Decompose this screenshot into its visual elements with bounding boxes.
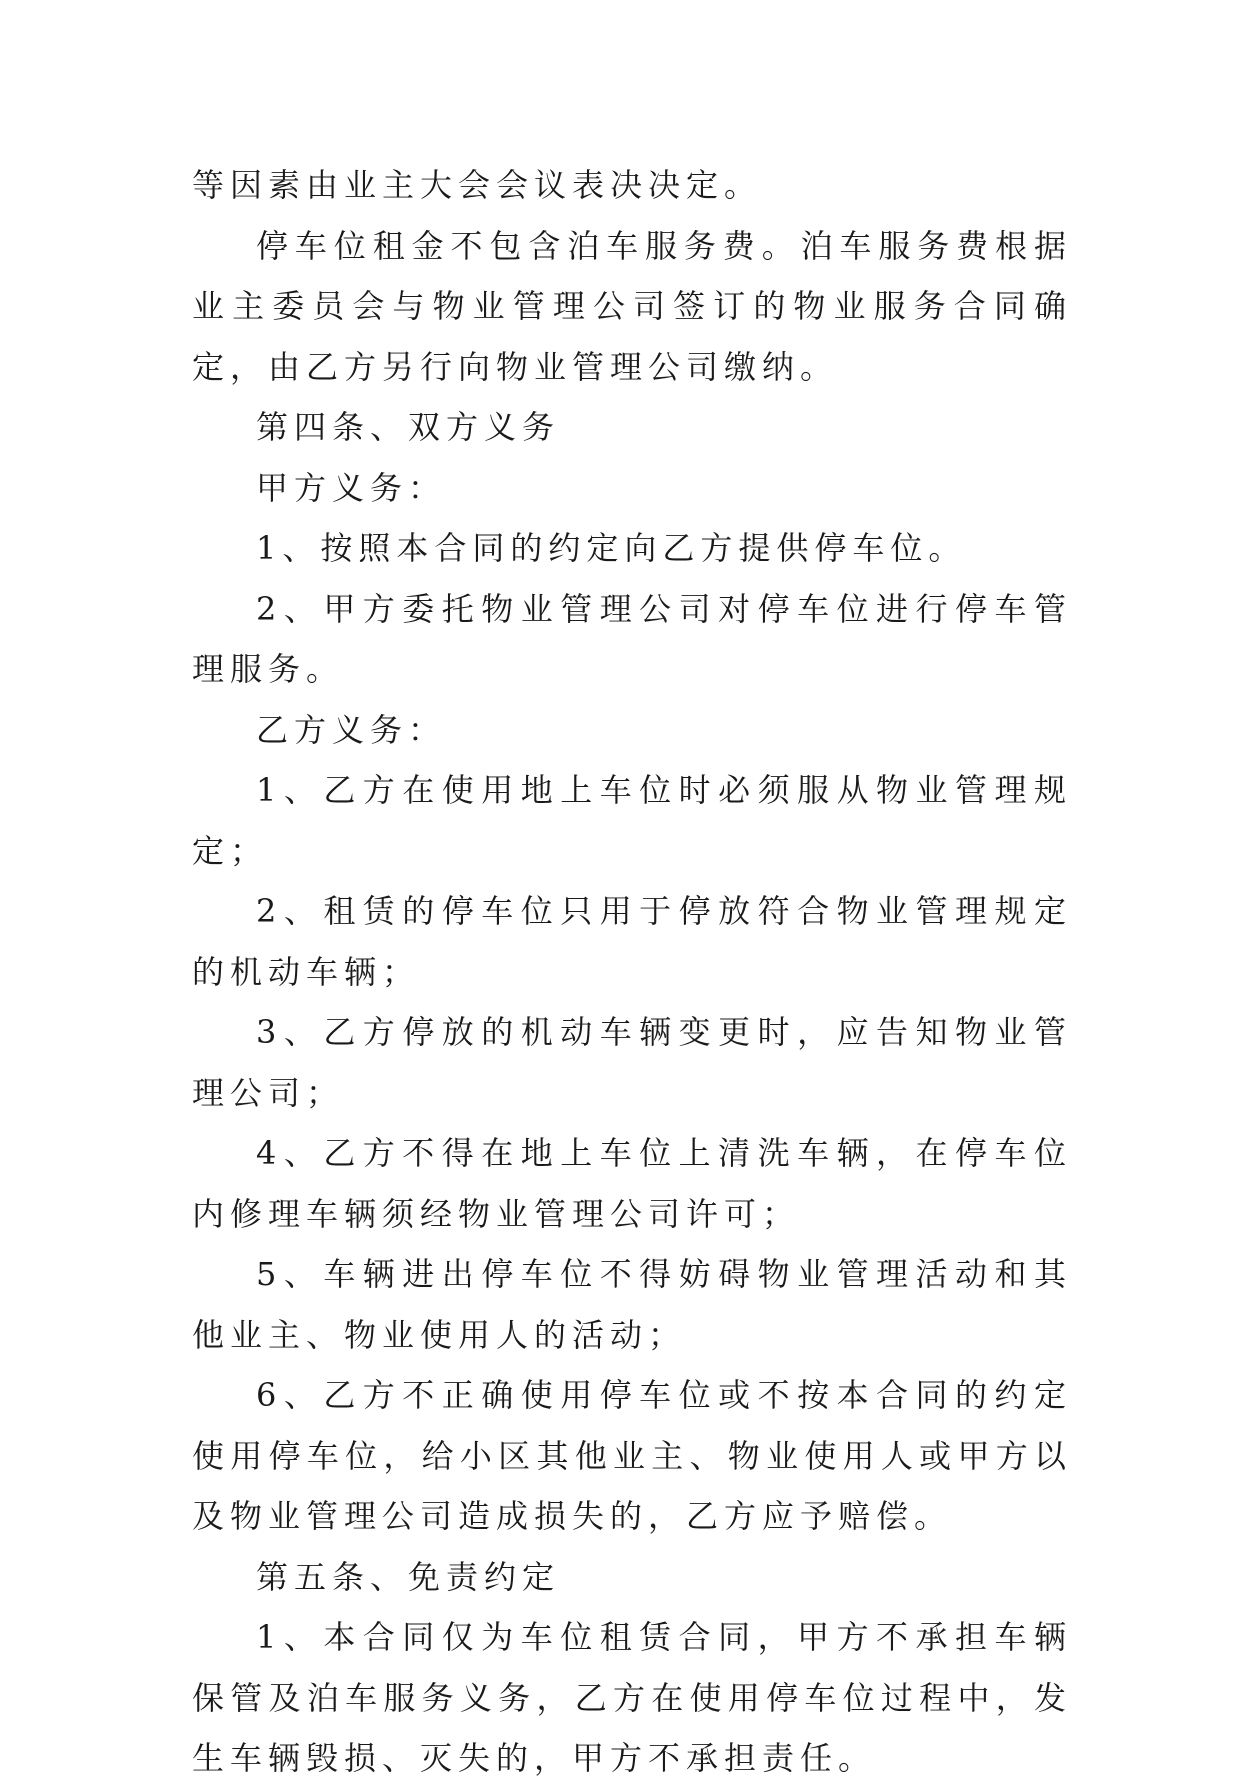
paragraph-continuation: 等因素由业主大会会议表决决定。 bbox=[192, 166, 763, 204]
subheading-party-b-duties: 乙方义务： bbox=[256, 710, 447, 749]
list-item-party-b-4: 4、乙方不得在地上车位上清洗车辆，在停车位内修理车辆须经物业管理公司许可； bbox=[192, 1134, 1072, 1233]
list-item-party-b-2: 2、租赁的停车位只用于停放符合物业管理规定的机动车辆； bbox=[192, 892, 1072, 991]
heading-article-5: 第五条、免责约定 bbox=[256, 1557, 561, 1596]
subheading-party-a-duties: 甲方义务： bbox=[256, 468, 447, 507]
list-item-party-b-6: 6、乙方不正确使用停车位或不按本合同的约定使用停车位，给小区其他业主、物业使用人或甲方以及物业管理公司造成损失的，乙方应予赔偿。 bbox=[192, 1376, 1072, 1535]
list-item-party-b-3: 3、乙方停放的机动车辆变更时，应告知物业管理公司； bbox=[192, 1013, 1072, 1112]
list-item-party-b-5: 5、车辆进出停车位不得妨碍物业管理活动和其他业主、物业使用人的活动； bbox=[192, 1255, 1072, 1354]
document-body bbox=[192, 155, 1072, 1789]
list-item-exemption-1: 1、本合同仅为车位租赁合同，甲方不承担车辆保管及泊车服务义务，乙方在使用停车位过程中，发生车辆毁损、灭失的，甲方不承担责任。 bbox=[192, 1618, 1072, 1777]
list-item-party-a-2: 2、甲方委托物业管理公司对停车位进行停车管理服务。 bbox=[192, 589, 1072, 688]
heading-article-4: 第四条、双方义务 bbox=[256, 408, 561, 446]
paragraph-parking-fee: 停车位租金不包含泊车服务费。泊车服务费根据业主委员会与物业管理公司签订的物业服务合同确定，由乙方另行向物业管理公司缴纳。 bbox=[192, 226, 1072, 386]
list-item-party-a-1: 1、按照本合同的约定向乙方提供停车位。 bbox=[256, 529, 967, 567]
list-item-party-b-1: 1、乙方在使用地上车位时必须服从物业管理规定； bbox=[192, 771, 1072, 870]
